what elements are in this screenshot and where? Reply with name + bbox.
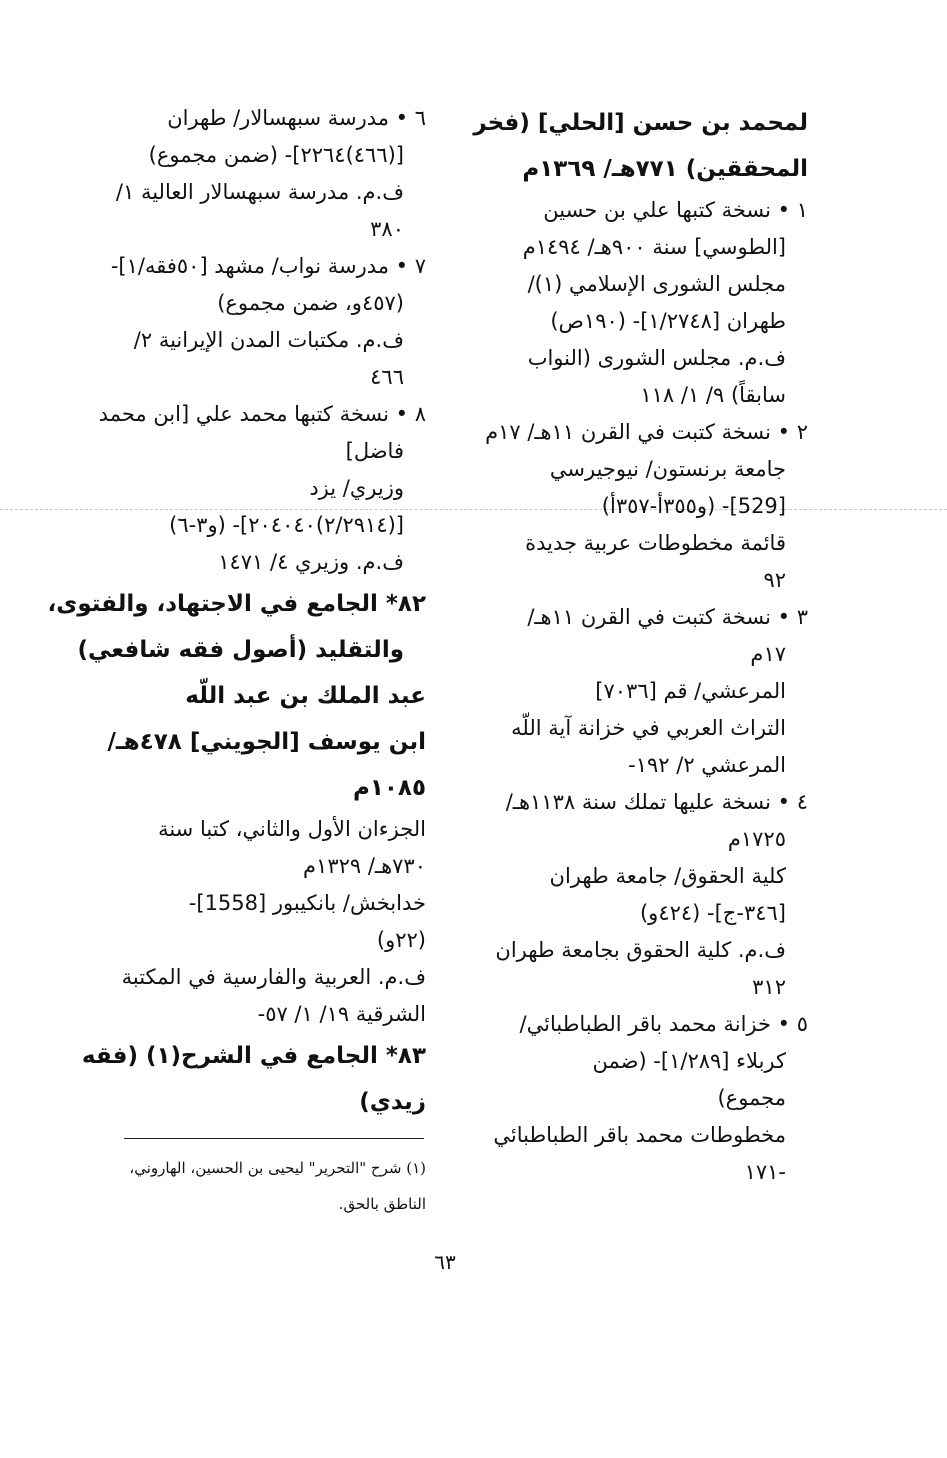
entry-text-line: [(٤٦٦)٢٢٦٤]- (ضمن مجموع) [148,143,404,167]
entry-text-line: ف.م. مكتبات المدن الإيرانية ٢/ [133,328,404,352]
entry-text-line: سابقاً) ٩/ ١/ ١١٨ [640,383,786,407]
entry-text-line: ٨ • نسخة كتبها محمد علي [ابن محمد [98,402,426,426]
right-column [473,100,808,1191]
footnote [96,1150,426,1222]
entry-text-line: ف.م. العربية والفارسية في المكتبة [121,965,426,989]
entry-text-line: [٣٤٦-ج]- (٤٢٤و) [639,901,786,925]
entry-heading-line: المحققين) ٧٧١هـ/ ١٣٦٩م [522,156,808,182]
entry-text-line: الشرقية ١٩/ ١/ ٥٧- [257,1002,426,1026]
entry-text-line: ف.م. وزيري ٤/ ١٤٧١ [218,550,404,574]
entry-text-line: وزيري/ يزد [309,476,404,500]
entry-text-line: (٤٥٧و، ضمن مجموع) [217,291,404,315]
entry-text-line: [(٢/٢٩١٤)٢٠٤٠٤٠]- (و٣-٦) [169,513,404,537]
entry-text-line: [529]- (و٣٥٥أ-٣٥٧أ) [601,494,786,518]
entry-text-line: ٢ • نسخة كتبت في القرن ١١هـ/ ١٧م [485,420,808,444]
entry-text-line: طهران [١/٢٧٤٨]- (١٩٠ص) [550,309,786,333]
entry-text-line: مخطوطات محمد باقر الطباطبائي [493,1123,786,1147]
entry-text-line: المرعشي/ قم [٧٠٣٦] [595,679,786,703]
entry-text-line: ٣٨٠ [370,217,404,241]
entry-heading-line: عبد الملك بن عبد اللّه [185,683,426,709]
page-number: ٦٣ [434,1250,456,1274]
entry-heading-line: ٨٣* الجامع في الشرح(١) (فقه [81,1043,426,1069]
entry-heading-line: لمحمد بن حسن [الحلي] (فخر [473,110,808,136]
entry-text-line: ٦ • مدرسة سبهسالار/ طهران [167,106,426,130]
footnote-line-2: الناطق بالحق. [338,1195,426,1213]
entry-heading-line: والتقليد (أصول فقه شافعي) [77,637,404,663]
entry-text-line: [الطوسي] سنة ٩٠٠هـ/ ١٤٩٤م [522,235,786,259]
entry-text-line: ف.م. كلية الحقوق بجامعة طهران [495,938,786,962]
entry-text-line: ٣ • نسخة كتبت في القرن ١١هـ/ [527,605,808,629]
entry-text-line: ١ • نسخة كتبها علي بن حسين [543,198,808,222]
entry-text-line: ٧ • مدرسة نواب/ مشهد [٥٠فقه/١]- [110,254,426,278]
entry-text-line: ٧٣٠هـ/ ١٣٢٩م [303,854,426,878]
entry-text-line: مجموع) [717,1086,786,1110]
footnote-rule [124,1138,424,1139]
entry-text-line: كربلاء [١/٢٨٩]- (ضمن [592,1049,786,1073]
entry-text-line: كلية الحقوق/ جامعة طهران [549,864,786,888]
entry-text-line: مجلس الشورى الإسلامي (١)/ [527,272,786,296]
entry-text-line: الجزءان الأول والثاني، كتبا سنة [158,817,426,841]
entry-text-line: ٤٦٦ [370,365,404,389]
entry-text-line: ٤ • نسخة عليها تملك سنة ١١٣٨هـ/ [505,790,808,814]
entry-text-line: ف.م. مدرسة سبهسالار العالية ١/ [115,180,404,204]
entry-text-line: قائمة مخطوطات عربية جديدة [525,531,786,555]
entry-text-line: -١٧١ [744,1160,786,1184]
entry-text-line: ٣١٢ [752,975,786,999]
entry-heading-line: ٨٢* الجامع في الاجتهاد، والفتوى، [47,591,426,617]
entry-text-line: التراث العربي في خزانة آية اللّه [511,716,786,740]
entry-text-line: ف.م. مجلس الشورى (النواب [527,346,786,370]
entry-text-line: خدابخش/ بانكيبور [1558]- [188,891,426,915]
entry-heading-line: زيدي) [359,1089,426,1115]
left-column [47,100,426,1125]
entry-text-line: (٢٢و) [376,928,426,952]
entry-text-line: ٩٢ [763,568,786,592]
entry-text-line: ١٧٢٥م [727,827,786,851]
footnote-line-1: (١) شرح "التحرير" ليحيى بن الحسين، الهاروني، [129,1159,426,1177]
entry-text-line: ١٧م [750,642,786,666]
entry-text-line: المرعشي ٢/ ١٩٢- [628,753,786,777]
entry-heading-line: ابن يوسف [الجويني] ٤٧٨هـ/ [107,729,426,755]
entry-text-line: فاضل] [345,439,404,463]
entry-heading-line: ١٠٨٥م [352,775,426,801]
entry-text-line: ٥ • خزانة محمد باقر الطباطبائي/ [519,1012,808,1036]
entry-text-line: جامعة برنستون/ نيوجيرسي [549,457,786,481]
